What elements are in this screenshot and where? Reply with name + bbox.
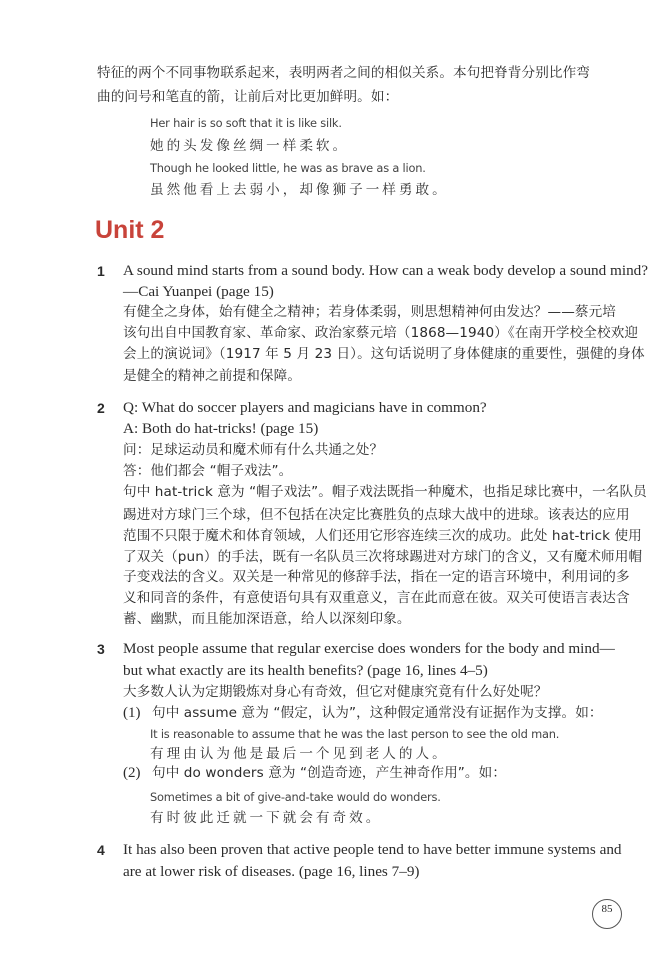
item-text-zh: 大多数人认为定期锻炼对身心有奇效，但它对健康究竟有什么好处呢？ [123, 684, 548, 700]
example-en: It is reasonable to assume that he was the last person to see the old man. [150, 727, 560, 741]
item-text-zh: 问：足球运动员和魔术师有什么共通之处？ [123, 442, 384, 458]
subitem-label: (1) [123, 705, 141, 721]
example-en: Sometimes a bit of give-and-take would do wonders. [150, 790, 441, 804]
unit-title: Unit 2 [95, 216, 165, 244]
page-number: 85 [592, 899, 622, 929]
item-text-zh: 范围不只限于魔术和体育领域，人们还用它形容连续三次的成功。此处 hat-trick 使用 [123, 528, 642, 544]
item-text-en: but what exactly are its health benefits? (page 16, lines 4–5) [123, 662, 488, 679]
subitem-label: (2) [123, 765, 141, 781]
item-text-en: A sound mind starts from a sound body. How can a weak body develop a sound mind? [123, 262, 649, 279]
item-text-zh: 踢进对方球门三个球，但不包括在决定比赛胜负的点球大战中的进球。该表达的应用 [123, 507, 630, 523]
example-zh: 有时彼此迁就一下就会有奇效。 [150, 810, 383, 826]
item-text-zh: 会上的演说词》（1917 年 5 月 23 日）。这句话说明了身体健康的重要性，强健的身体 [123, 346, 645, 362]
example-en: Her hair is so soft that it is like silk. [150, 116, 342, 130]
item-text-en: A: Both do hat-tricks! (page 15) [123, 420, 319, 437]
subitem-text: 句中 assume 意为 “假定，认为”，这种假定通常没有证据作为支撑。如： [152, 705, 603, 721]
example-zh: 她的头发像丝绸一样柔软。 [150, 138, 350, 154]
subitem-text: 句中 do wonders 意为 “创造奇迹，产生神奇作用”。如： [152, 765, 507, 781]
item-text-zh: 子变戏法的含义。双关是一种常见的修辞手法，指在一定的语言环境中，利用词的多 [123, 569, 630, 585]
item-number: 2 [97, 400, 105, 416]
item-number: 3 [97, 641, 105, 657]
item-text-zh: 该句出自中国教育家、革命家、政治家蔡元培（1868—1940）《在南开学校全校欢迎 [123, 325, 639, 341]
item-text-zh: 了双关（pun）的手法，既有一名队员三次将球踢进对方球门的含义，又有魔术师用帽 [123, 549, 643, 565]
example-en: Though he looked little, he was as brave as a lion. [150, 161, 426, 175]
item-text-zh: 义和同音的条件，有意使语句具有双重意义，言在此而意在彼。双关可使语言表达含 [123, 590, 630, 606]
example-zh: 有理由认为他是最后一个见到老人的人。 [150, 746, 449, 762]
item-text-zh: 有健全之身体，始有健全之精神；若身体柔弱，则思想精神何由发达？——蔡元培 [123, 304, 616, 320]
item-text-en: Q: What do soccer players and magicians have in common? [123, 399, 487, 416]
item-text-en: Most people assume that regular exercise does wonders for the body and mind— [123, 640, 615, 657]
item-text-en: are at lower risk of diseases. (page 16, lines 7–9) [123, 863, 420, 880]
item-text-zh: 蓄、幽默，而且能加深语意，给人以深刻印象。 [123, 611, 411, 627]
item-text-en: It has also been proven that active people tend to have better immune systems and [123, 841, 622, 858]
item-text-zh: 是健全的精神之前提和保障。 [123, 368, 302, 384]
item-text-en: —Cai Yuanpei (page 15) [123, 283, 274, 300]
item-text-zh: 句中 hat-trick 意为 “帽子戏法”。帽子戏法既指一种魔术，也指足球比赛中，一名队员 [123, 484, 647, 500]
example-zh: 虽然他看上去弱小，却像狮子一样勇敢。 [150, 182, 449, 198]
item-text-zh: 答：他们都会 “帽子戏法”。 [123, 463, 293, 479]
item-number: 4 [97, 842, 105, 858]
intro-line: 曲的问号和笔直的箭，让前后对比更加鲜明。如： [97, 89, 399, 105]
intro-line: 特征的两个不同事物联系起来，表明两者之间的相似关系。本句把脊背分别比作弯 [97, 65, 590, 81]
item-number: 1 [97, 263, 105, 279]
